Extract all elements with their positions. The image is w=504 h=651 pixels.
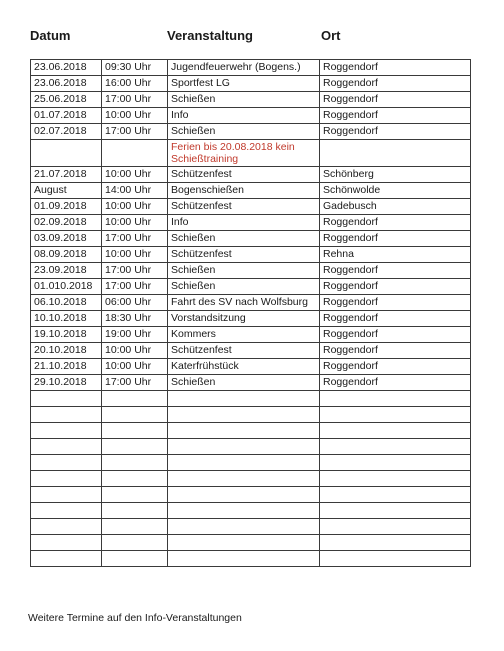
cell-event: Fahrt des SV nach Wolfsburg bbox=[168, 295, 320, 311]
cell-date bbox=[31, 535, 102, 551]
footer-note: Weitere Termine auf den Info-Veranstaltungen bbox=[28, 612, 242, 624]
cell-date: 03.09.2018 bbox=[31, 231, 102, 247]
cell-time: 17:00 Uhr bbox=[102, 92, 168, 108]
cell-event bbox=[168, 471, 320, 487]
cell-place bbox=[320, 407, 471, 423]
table-row bbox=[31, 407, 471, 423]
cell-date bbox=[31, 455, 102, 471]
table-row bbox=[31, 140, 471, 167]
cell-date: August bbox=[31, 183, 102, 199]
cell-place: Roggendorf bbox=[320, 295, 471, 311]
table-row bbox=[31, 167, 471, 183]
cell-place bbox=[320, 519, 471, 535]
table-row bbox=[31, 503, 471, 519]
cell-place bbox=[320, 439, 471, 455]
cell-date bbox=[31, 551, 102, 567]
cell-place bbox=[320, 551, 471, 567]
table-row bbox=[31, 343, 471, 359]
header-ort: Ort bbox=[321, 28, 341, 43]
cell-event bbox=[168, 551, 320, 567]
cell-place bbox=[320, 535, 471, 551]
table-row bbox=[31, 108, 471, 124]
cell-time bbox=[102, 471, 168, 487]
cell-date: 29.10.2018 bbox=[31, 375, 102, 391]
cell-date bbox=[31, 503, 102, 519]
column-header-row bbox=[0, 28, 504, 48]
cell-time: 17:00 Uhr bbox=[102, 279, 168, 295]
table-row bbox=[31, 183, 471, 199]
cell-event: Schießen bbox=[168, 263, 320, 279]
cell-event: Schützenfest bbox=[168, 167, 320, 183]
schedule-table bbox=[30, 59, 471, 567]
cell-time: 17:00 Uhr bbox=[102, 375, 168, 391]
cell-place: Roggendorf bbox=[320, 279, 471, 295]
cell-time bbox=[102, 535, 168, 551]
cell-place bbox=[320, 455, 471, 471]
cell-event: Info bbox=[168, 108, 320, 124]
table-row bbox=[31, 455, 471, 471]
cell-place bbox=[320, 471, 471, 487]
table-row bbox=[31, 92, 471, 108]
cell-place bbox=[320, 140, 471, 167]
table-row bbox=[31, 327, 471, 343]
cell-event bbox=[168, 487, 320, 503]
cell-event: Katerfrühstück bbox=[168, 359, 320, 375]
cell-event: Sportfest LG bbox=[168, 76, 320, 92]
cell-time: 19:00 Uhr bbox=[102, 327, 168, 343]
cell-time bbox=[102, 391, 168, 407]
cell-date: 23.06.2018 bbox=[31, 60, 102, 76]
schedule-body bbox=[31, 60, 471, 567]
cell-event: Schießen bbox=[168, 375, 320, 391]
cell-place: Rehna bbox=[320, 247, 471, 263]
cell-time bbox=[102, 140, 168, 167]
cell-time: 14:00 Uhr bbox=[102, 183, 168, 199]
cell-date: 21.07.2018 bbox=[31, 167, 102, 183]
cell-date: 06.10.2018 bbox=[31, 295, 102, 311]
header-veranstaltung: Veranstaltung bbox=[167, 28, 253, 43]
cell-date: 01.09.2018 bbox=[31, 199, 102, 215]
cell-place bbox=[320, 423, 471, 439]
cell-time: 10:00 Uhr bbox=[102, 247, 168, 263]
cell-time: 10:00 Uhr bbox=[102, 215, 168, 231]
cell-date: 23.06.2018 bbox=[31, 76, 102, 92]
cell-event bbox=[168, 503, 320, 519]
cell-event: Ferien bis 20.08.2018 kein Schießtraining bbox=[168, 140, 320, 167]
cell-event bbox=[168, 391, 320, 407]
cell-time: 10:00 Uhr bbox=[102, 167, 168, 183]
header-datum: Datum bbox=[30, 28, 71, 43]
cell-place: Roggendorf bbox=[320, 327, 471, 343]
cell-event: Schießen bbox=[168, 124, 320, 140]
cell-place: Roggendorf bbox=[320, 311, 471, 327]
cell-date: 25.06.2018 bbox=[31, 92, 102, 108]
cell-place: Roggendorf bbox=[320, 263, 471, 279]
cell-event: Schießen bbox=[168, 231, 320, 247]
cell-place: Roggendorf bbox=[320, 60, 471, 76]
cell-time: 10:00 Uhr bbox=[102, 108, 168, 124]
cell-event: Schützenfest bbox=[168, 247, 320, 263]
cell-place: Gadebusch bbox=[320, 199, 471, 215]
table-row bbox=[31, 231, 471, 247]
cell-event: Bogenschießen bbox=[168, 183, 320, 199]
table-row bbox=[31, 247, 471, 263]
cell-date: 08.09.2018 bbox=[31, 247, 102, 263]
cell-date bbox=[31, 487, 102, 503]
cell-date bbox=[31, 391, 102, 407]
cell-event bbox=[168, 535, 320, 551]
table-row bbox=[31, 124, 471, 140]
table-row bbox=[31, 60, 471, 76]
cell-time bbox=[102, 551, 168, 567]
table-row bbox=[31, 551, 471, 567]
cell-time: 17:00 Uhr bbox=[102, 124, 168, 140]
table-row bbox=[31, 279, 471, 295]
cell-event bbox=[168, 439, 320, 455]
cell-place: Roggendorf bbox=[320, 76, 471, 92]
table-row bbox=[31, 535, 471, 551]
cell-time bbox=[102, 407, 168, 423]
cell-time: 16:00 Uhr bbox=[102, 76, 168, 92]
cell-place: Roggendorf bbox=[320, 92, 471, 108]
cell-date bbox=[31, 439, 102, 455]
cell-place: Roggendorf bbox=[320, 108, 471, 124]
table-row bbox=[31, 199, 471, 215]
cell-event bbox=[168, 455, 320, 471]
cell-time bbox=[102, 503, 168, 519]
table-row bbox=[31, 471, 471, 487]
cell-event bbox=[168, 407, 320, 423]
table-row bbox=[31, 295, 471, 311]
table-row bbox=[31, 391, 471, 407]
cell-date bbox=[31, 407, 102, 423]
table-row bbox=[31, 439, 471, 455]
cell-date: 19.10.2018 bbox=[31, 327, 102, 343]
cell-place: Schönwolde bbox=[320, 183, 471, 199]
cell-date: 02.07.2018 bbox=[31, 124, 102, 140]
table-row bbox=[31, 311, 471, 327]
cell-place: Roggendorf bbox=[320, 375, 471, 391]
cell-event: Kommers bbox=[168, 327, 320, 343]
cell-date: 02.09.2018 bbox=[31, 215, 102, 231]
table-row bbox=[31, 263, 471, 279]
table-row bbox=[31, 423, 471, 439]
cell-place: Schönberg bbox=[320, 167, 471, 183]
cell-event: Schützenfest bbox=[168, 343, 320, 359]
cell-place: Roggendorf bbox=[320, 231, 471, 247]
cell-time: 18:30 Uhr bbox=[102, 311, 168, 327]
cell-date: 23.09.2018 bbox=[31, 263, 102, 279]
cell-date bbox=[31, 519, 102, 535]
cell-event: Schießen bbox=[168, 92, 320, 108]
table-row bbox=[31, 215, 471, 231]
cell-date bbox=[31, 423, 102, 439]
cell-time: 10:00 Uhr bbox=[102, 199, 168, 215]
table-row bbox=[31, 519, 471, 535]
cell-place bbox=[320, 487, 471, 503]
cell-event: Schützenfest bbox=[168, 199, 320, 215]
table-row bbox=[31, 359, 471, 375]
cell-date: 21.10.2018 bbox=[31, 359, 102, 375]
table-row bbox=[31, 76, 471, 92]
cell-event bbox=[168, 423, 320, 439]
cell-time bbox=[102, 487, 168, 503]
cell-place: Roggendorf bbox=[320, 124, 471, 140]
cell-date bbox=[31, 140, 102, 167]
cell-date: 01.07.2018 bbox=[31, 108, 102, 124]
cell-date: 10.10.2018 bbox=[31, 311, 102, 327]
cell-time bbox=[102, 423, 168, 439]
table-row bbox=[31, 375, 471, 391]
cell-event: Jugendfeuerwehr (Bogens.) bbox=[168, 60, 320, 76]
cell-event: Vorstandsitzung bbox=[168, 311, 320, 327]
cell-event: Schießen bbox=[168, 279, 320, 295]
cell-place: Roggendorf bbox=[320, 343, 471, 359]
cell-time bbox=[102, 439, 168, 455]
cell-time bbox=[102, 519, 168, 535]
cell-time: 10:00 Uhr bbox=[102, 359, 168, 375]
cell-event: Info bbox=[168, 215, 320, 231]
cell-event bbox=[168, 519, 320, 535]
table-row bbox=[31, 487, 471, 503]
cell-place: Roggendorf bbox=[320, 359, 471, 375]
cell-time: 10:00 Uhr bbox=[102, 343, 168, 359]
cell-place: Roggendorf bbox=[320, 215, 471, 231]
cell-time bbox=[102, 455, 168, 471]
cell-time: 17:00 Uhr bbox=[102, 263, 168, 279]
cell-date: 20.10.2018 bbox=[31, 343, 102, 359]
cell-date bbox=[31, 471, 102, 487]
cell-time: 17:00 Uhr bbox=[102, 231, 168, 247]
cell-place bbox=[320, 391, 471, 407]
cell-place bbox=[320, 503, 471, 519]
cell-date: 01.010.2018 bbox=[31, 279, 102, 295]
cell-time: 09:30 Uhr bbox=[102, 60, 168, 76]
cell-time: 06:00 Uhr bbox=[102, 295, 168, 311]
